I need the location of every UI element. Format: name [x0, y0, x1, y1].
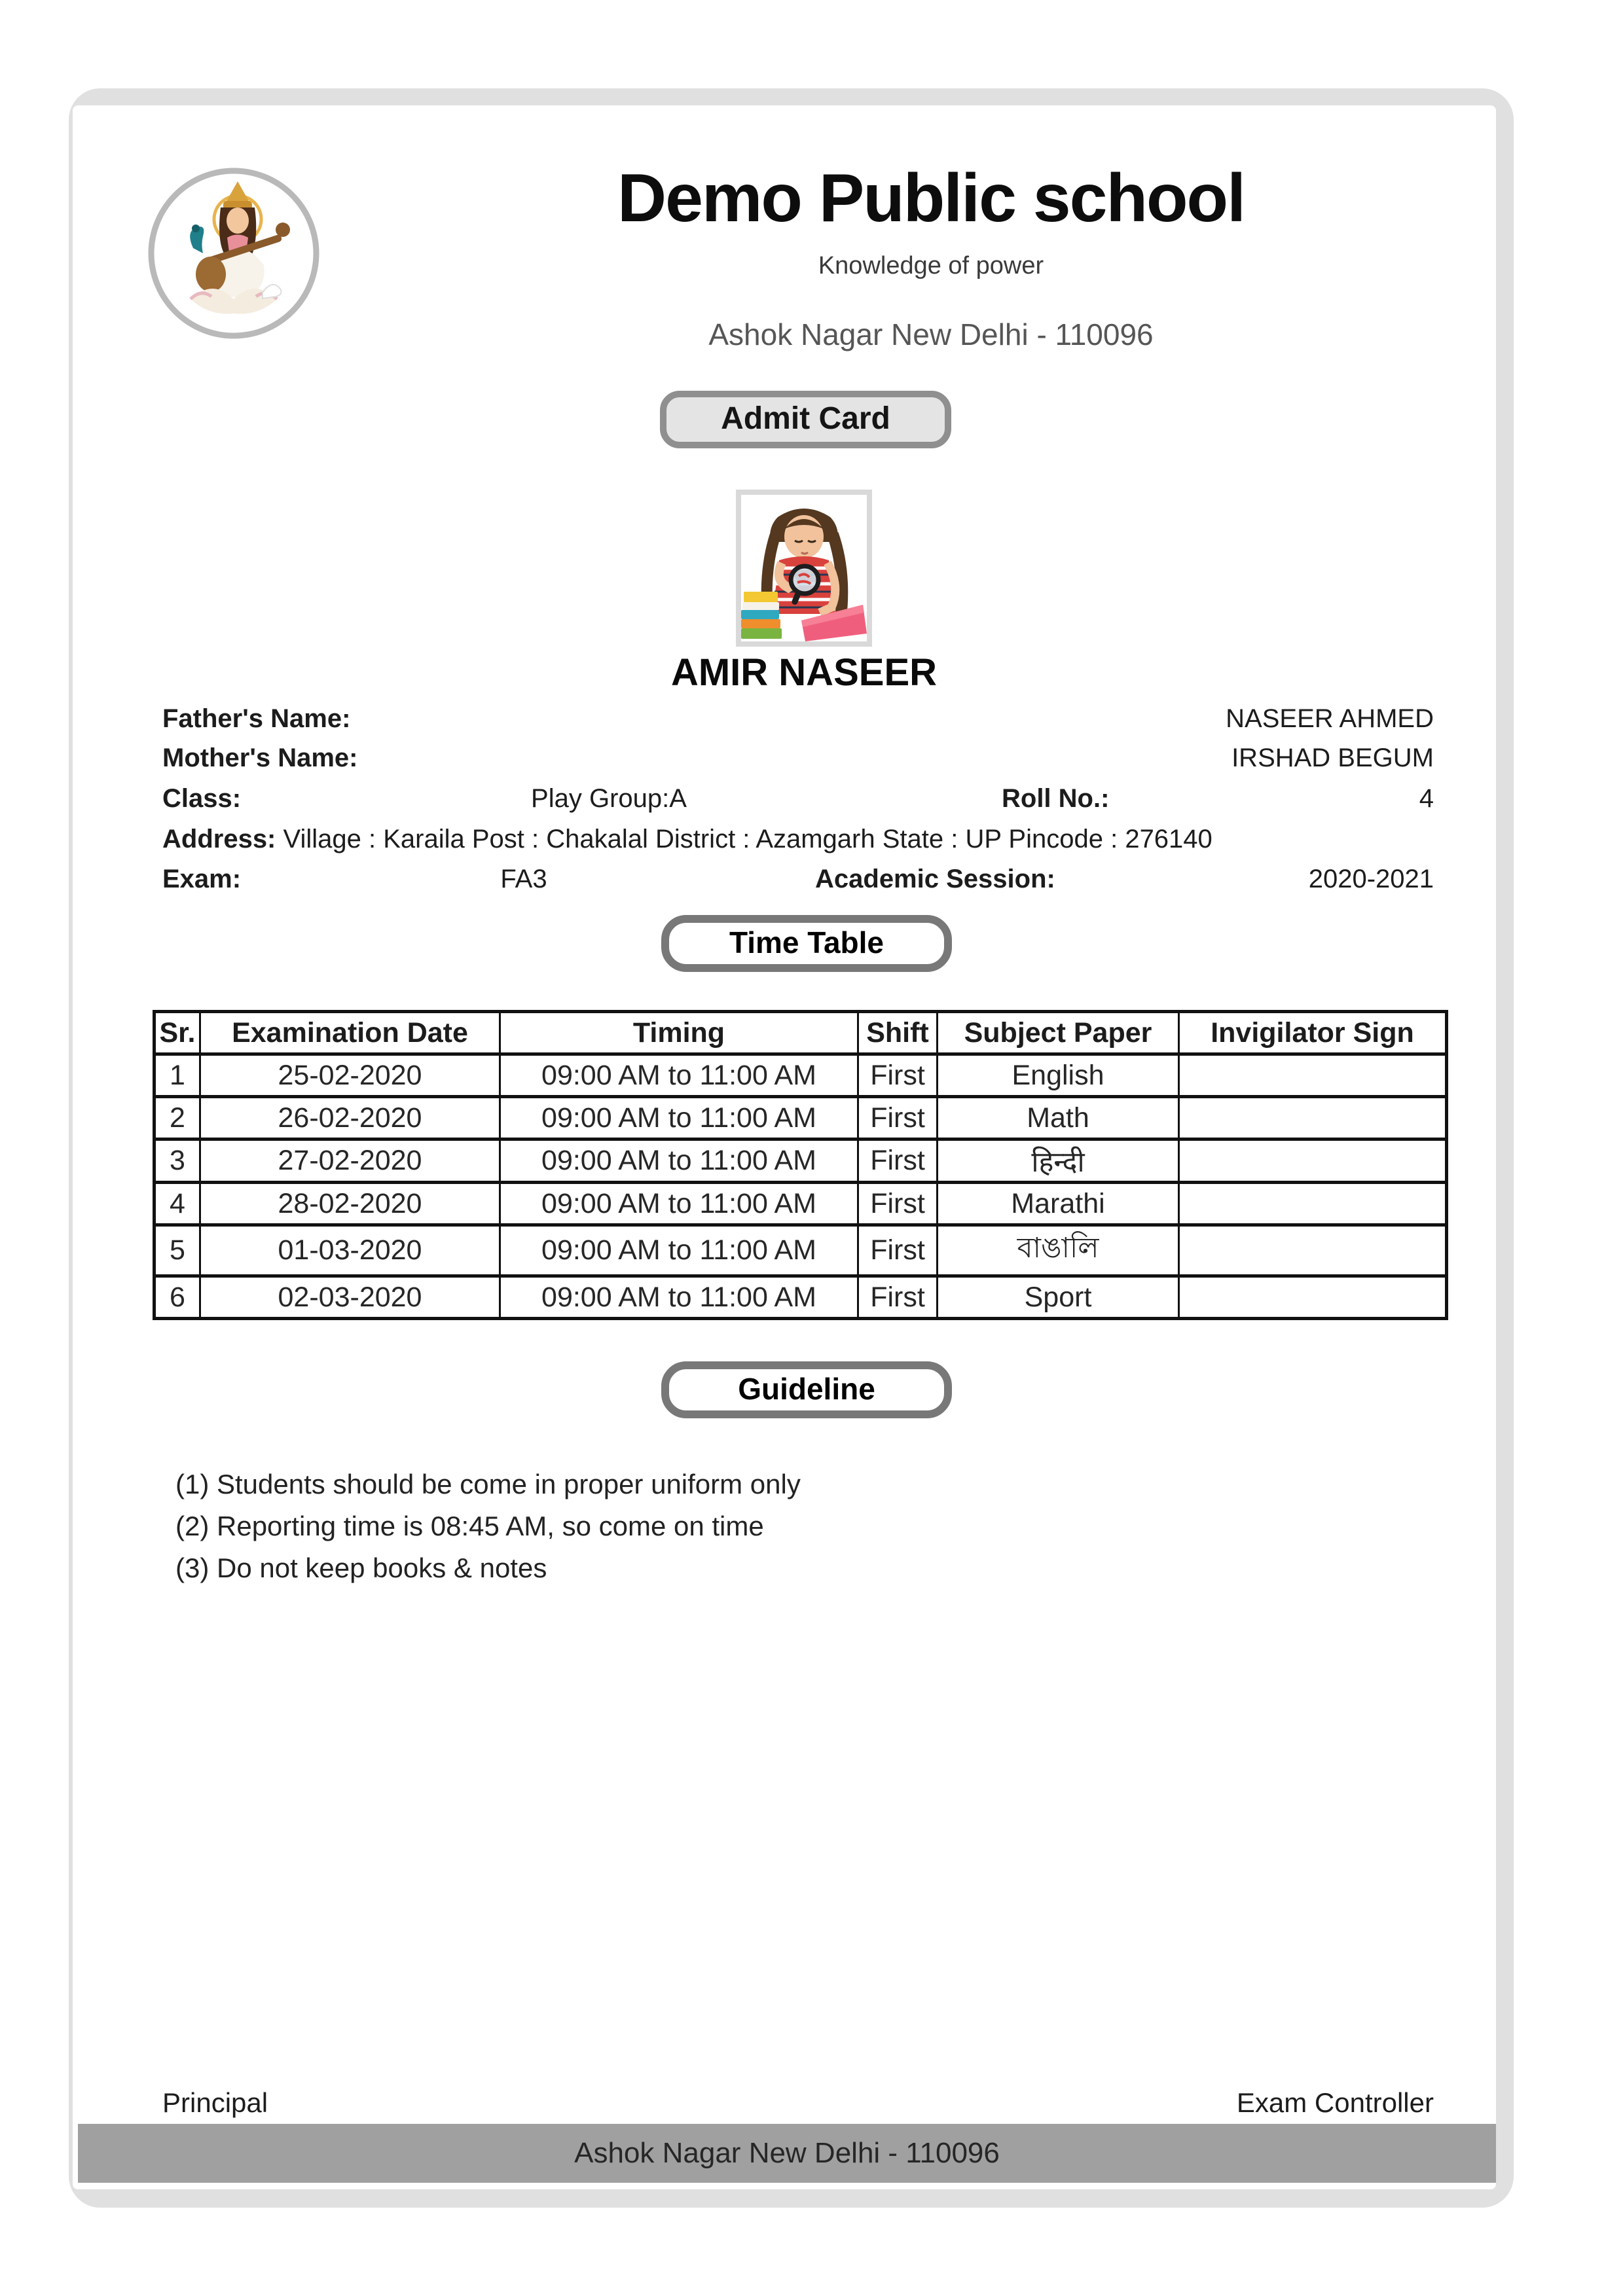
cell-invigilator-sign [1179, 1097, 1447, 1139]
school-address: Ashok Nagar New Delhi - 110096 [708, 317, 1154, 351]
cell-sr: 3 [155, 1139, 200, 1183]
cell-shift: First [858, 1276, 938, 1319]
footer-address-bar: Ashok Nagar New Delhi - 110096 [78, 2124, 1496, 2183]
cell-sr: 4 [155, 1183, 200, 1225]
cell-subject-paper: Marathi [938, 1183, 1179, 1225]
time-table-badge: Time Table [661, 915, 952, 972]
cell-subject-paper: हिन्दी [938, 1139, 1179, 1183]
principal-signature-label: Principal [162, 2087, 268, 2118]
address-label: Address: [162, 825, 276, 853]
cell-shift: First [858, 1183, 938, 1225]
table-row [155, 1276, 1447, 1319]
cell-sr: 1 [155, 1054, 200, 1097]
cell-invigilator-sign [1179, 1139, 1447, 1183]
roll-no-label: Roll No.: [1002, 784, 1110, 813]
table-row [155, 1225, 1447, 1276]
guideline-item: (2) Reporting time is 08:45 AM, so come on time [175, 1511, 764, 1541]
cell-examination-date: 25-02-2020 [200, 1054, 500, 1097]
table-row [155, 1054, 1447, 1097]
cell-invigilator-sign [1179, 1183, 1447, 1225]
column-header-examination-date: Examination Date [200, 1012, 500, 1054]
cell-timing: 09:00 AM to 11:00 AM [500, 1139, 858, 1183]
cell-subject-paper: বাঙালি [938, 1225, 1179, 1276]
address-value: Village : Karaila Post : Chakalal District : Azamgarh State : UP Pincode : 276140 [283, 825, 1213, 853]
column-header-invigilator-sign: Invigilator Sign [1179, 1012, 1447, 1054]
exam-session-row [73, 865, 1496, 897]
roll-no-value: 4 [1419, 784, 1434, 813]
father-name-value: NASEER AHMED [1226, 704, 1434, 733]
guideline-item: (3) Do not keep books & notes [175, 1552, 547, 1583]
cell-timing: 09:00 AM to 11:00 AM [500, 1183, 858, 1225]
father-name-label: Father's Name: [162, 704, 351, 733]
cell-shift: First [858, 1097, 938, 1139]
cell-sr: 5 [155, 1225, 200, 1276]
cell-timing: 09:00 AM to 11:00 AM [500, 1097, 858, 1139]
admit-card-badge: Admit Card [660, 391, 951, 448]
table-row [155, 1097, 1447, 1139]
mother-name-label: Mother's Name: [162, 744, 358, 772]
class-label: Class: [162, 784, 242, 813]
school-tagline: Knowledge of power [818, 252, 1044, 279]
exam-controller-signature-label: Exam Controller [1236, 2087, 1434, 2118]
class-value: Play Group:A [531, 784, 687, 813]
cell-examination-date: 26-02-2020 [200, 1097, 500, 1139]
exam-label: Exam: [162, 865, 242, 893]
guideline-item: (1) Students should be come in proper uniform only [175, 1469, 801, 1499]
exam-value: FA3 [500, 865, 547, 893]
admit-card-document [73, 105, 1496, 2189]
cell-subject-paper: Sport [938, 1276, 1179, 1319]
cell-examination-date: 01-03-2020 [200, 1225, 500, 1276]
table-row [155, 1139, 1447, 1183]
father-name-row [73, 704, 1496, 737]
cell-sr: 2 [155, 1097, 200, 1139]
cell-sr: 6 [155, 1276, 200, 1319]
school-logo-icon [147, 167, 321, 340]
cell-timing: 09:00 AM to 11:00 AM [500, 1225, 858, 1276]
cell-timing: 09:00 AM to 11:00 AM [500, 1276, 858, 1319]
time-table [153, 1010, 1445, 1320]
cell-subject-paper: English [938, 1054, 1179, 1097]
guideline-badge: Guideline [661, 1361, 952, 1418]
student-photo [736, 490, 872, 647]
cell-shift: First [858, 1225, 938, 1276]
school-name-title: Demo Public school [617, 160, 1245, 236]
cell-examination-date: 27-02-2020 [200, 1139, 500, 1183]
cell-examination-date: 28-02-2020 [200, 1183, 500, 1225]
cell-shift: First [858, 1139, 938, 1183]
academic-session-label: Academic Session: [815, 865, 1055, 893]
column-header-subject-paper: Subject Paper [938, 1012, 1179, 1054]
student-name: AMIR NASEER [670, 651, 938, 694]
mother-name-row [73, 744, 1496, 776]
column-header-shift: Shift [858, 1012, 938, 1054]
table-row [155, 1183, 1447, 1225]
academic-session-value: 2020-2021 [1308, 865, 1434, 893]
column-header-sr: Sr. [155, 1012, 200, 1054]
address-row [73, 825, 1496, 857]
cell-examination-date: 02-03-2020 [200, 1276, 500, 1319]
cell-invigilator-sign [1179, 1054, 1447, 1097]
cell-timing: 09:00 AM to 11:00 AM [500, 1054, 858, 1097]
cell-subject-paper: Math [938, 1097, 1179, 1139]
cell-invigilator-sign [1179, 1276, 1447, 1319]
cell-invigilator-sign [1179, 1225, 1447, 1276]
time-table-body [155, 1054, 1447, 1319]
column-header-timing: Timing [500, 1012, 858, 1054]
mother-name-value: IRSHAD BEGUM [1231, 744, 1434, 772]
guideline-list [175, 1463, 1419, 1589]
cell-shift: First [858, 1054, 938, 1097]
class-roll-row [73, 784, 1496, 817]
table-header-row [155, 1012, 1447, 1054]
